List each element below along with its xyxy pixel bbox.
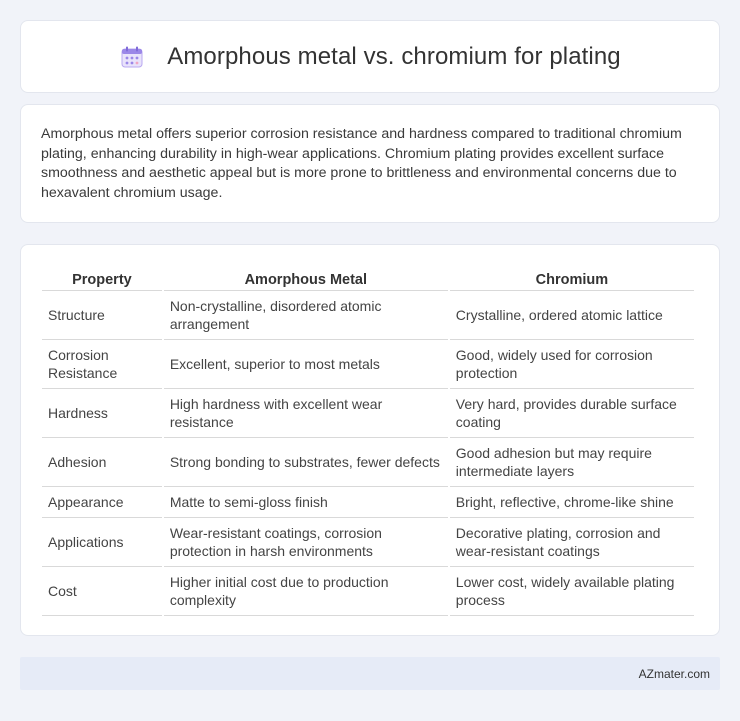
comparison-table <box>40 265 696 616</box>
summary-text: Amorphous metal offers superior corrosion resistance and hardness compared to traditional chromium plating, enhancing durability in high-wear applications. Chromium plating provides excellent surface smoothness and aesthetic appeal but is more prone to brittleness and environmental concerns due to hexavalent chromium usage. <box>41 126 682 201</box>
row-chromium-value: Bright, reflective, chrome-like shine <box>450 487 694 518</box>
row-amorphous-value: High hardness with excellent wear resistance <box>164 389 448 438</box>
row-chromium-value: Crystalline, ordered atomic lattice <box>450 291 694 340</box>
table-row <box>42 487 694 518</box>
row-amorphous-value: Higher initial cost due to production complexity <box>164 567 448 616</box>
row-amorphous-value: Strong bonding to substrates, fewer defects <box>164 438 448 487</box>
page-title: Amorphous metal vs. chromium for plating <box>167 42 621 70</box>
row-property: Structure <box>42 291 162 340</box>
table-row <box>42 438 694 487</box>
header-property: Property <box>42 265 162 291</box>
footer <box>20 657 720 690</box>
row-amorphous-value: Matte to semi-gloss finish <box>164 487 448 518</box>
summary-card <box>20 104 720 223</box>
calendar-icon <box>119 44 145 70</box>
table-row <box>42 518 694 567</box>
row-chromium-value: Decorative plating, corrosion and wear-resistant coatings <box>450 518 694 567</box>
row-property: Adhesion <box>42 438 162 487</box>
table-row <box>42 291 694 340</box>
table-row <box>42 389 694 438</box>
row-property: Cost <box>42 567 162 616</box>
row-property: Corrosion Resistance <box>42 340 162 389</box>
row-property: Hardness <box>42 389 162 438</box>
row-chromium-value: Lower cost, widely available plating process <box>450 567 694 616</box>
row-chromium-value: Good, widely used for corrosion protection <box>450 340 694 389</box>
title-card <box>20 20 720 93</box>
row-chromium-value: Very hard, provides durable surface coating <box>450 389 694 438</box>
table-row <box>42 340 694 389</box>
footer-source-link[interactable]: AZmater.com <box>638 666 710 681</box>
table-header-row <box>42 265 694 291</box>
row-chromium-value: Good adhesion but may require intermediate layers <box>450 438 694 487</box>
header-chromium: Chromium <box>450 265 694 291</box>
header-amorphous-metal: Amorphous Metal <box>164 265 448 291</box>
row-property: Applications <box>42 518 162 567</box>
comparison-table-card <box>20 244 720 636</box>
row-amorphous-value: Wear-resistant coatings, corrosion protection in harsh environments <box>164 518 448 567</box>
row-property: Appearance <box>42 487 162 518</box>
row-amorphous-value: Non-crystalline, disordered atomic arrangement <box>164 291 448 340</box>
row-amorphous-value: Excellent, superior to most metals <box>164 340 448 389</box>
table-row <box>42 567 694 616</box>
